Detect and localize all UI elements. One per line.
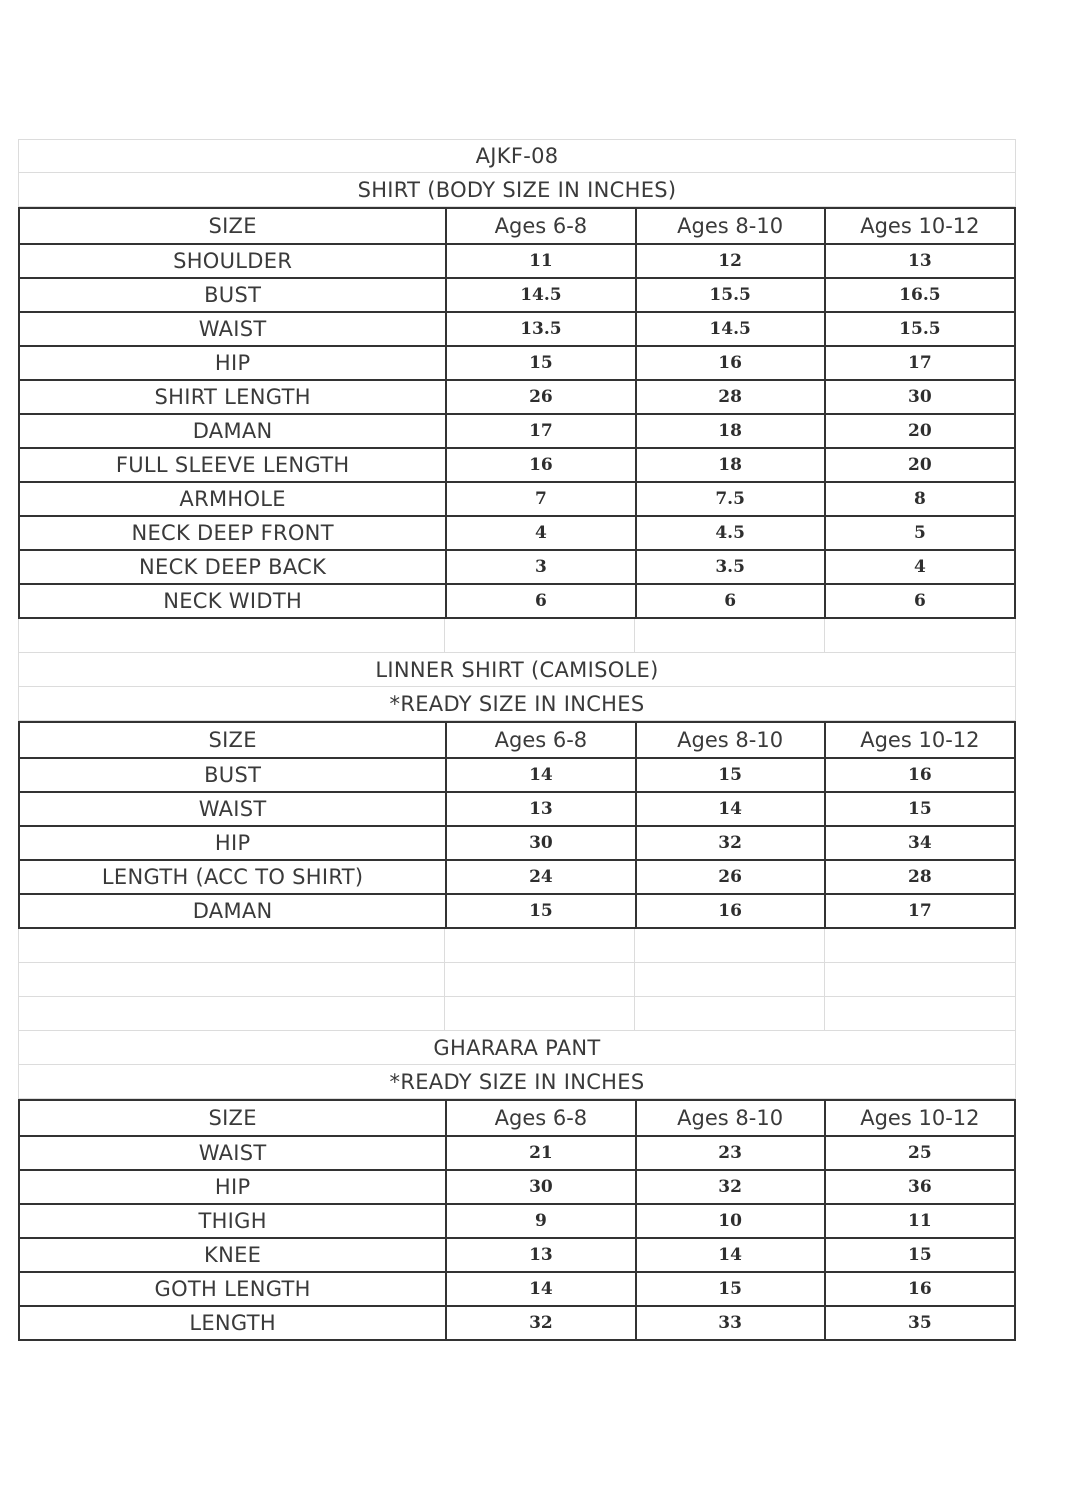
measurement-label: HIP [214,351,251,375]
blank-row [18,929,1016,963]
age-column-header: Ages 6-8 [445,1101,634,1135]
age-column-header: Ages 10-12 [824,723,1014,757]
age-column-header: Ages 6-8 [445,209,634,243]
measurement-value: 9 [445,1205,634,1237]
measurement-value: 16.5 [824,279,1014,311]
measurement-value: 34 [824,827,1014,859]
measurement-label: HIP [214,831,251,855]
table-header-row [20,209,1014,243]
measurement-value: 15.5 [635,279,824,311]
measurement-value: 3.5 [635,551,824,583]
measurement-value: 4 [445,517,634,549]
table-row [20,1305,1014,1339]
measurement-value: 17 [824,347,1014,379]
measurement-value: 6 [445,585,634,617]
table-row [20,515,1014,549]
table-row [20,1169,1014,1203]
table-row [20,447,1014,481]
measurement-value: 15.5 [824,313,1014,345]
age-column-header: Ages 6-8 [445,723,634,757]
measurement-label: SHOULDER [173,249,293,273]
measurement-value: 25 [824,1137,1014,1169]
measurement-value: 14 [635,793,824,825]
table-header-row [20,723,1014,757]
size-column-header: SIZE [208,214,257,238]
inner-shirt-title: LINNER SHIRT (CAMISOLE) [18,653,1016,687]
measurement-label: NECK WIDTH [163,589,303,613]
gharara-title: GHARARA PANT [18,1031,1016,1065]
age-column-header: Ages 10-12 [824,1101,1014,1135]
table-row [20,549,1014,583]
table-row [20,243,1014,277]
measurement-value: 16 [635,347,824,379]
inner-shirt-subtitle: *READY SIZE IN INCHES [18,687,1016,721]
table-row [20,345,1014,379]
measurement-value: 17 [445,415,634,447]
measurement-value: 14.5 [635,313,824,345]
measurement-value: 12 [635,245,824,277]
measurement-value: 10 [635,1205,824,1237]
measurement-value: 28 [635,381,824,413]
measurement-label: KNEE [204,1243,262,1267]
table-header-row [20,1101,1014,1135]
table-row [20,757,1014,791]
measurement-value: 4.5 [635,517,824,549]
table-row [20,859,1014,893]
measurement-label: LENGTH [189,1311,276,1335]
age-column-header: Ages 8-10 [635,723,824,757]
inner-shirt-size-table [18,721,1016,929]
measurement-value: 15 [635,759,824,791]
measurement-value: 15 [635,1273,824,1305]
measurement-value: 30 [445,827,634,859]
measurement-value: 24 [445,861,634,893]
measurement-value: 33 [635,1307,824,1339]
measurement-value: 14 [635,1239,824,1271]
measurement-value: 32 [635,827,824,859]
measurement-label: SHIRT LENGTH [154,385,311,409]
table-row [20,1237,1014,1271]
table-row [20,311,1014,345]
measurement-value: 11 [445,245,634,277]
measurement-value: 17 [824,895,1014,927]
measurement-value: 4 [824,551,1014,583]
measurement-value: 15 [445,347,634,379]
measurement-value: 20 [824,449,1014,481]
measurement-label: DAMAN [192,419,273,443]
measurement-value: 3 [445,551,634,583]
shirt-size-table [18,207,1016,619]
measurement-label: DAMAN [192,899,273,923]
shirt-title: SHIRT (BODY SIZE IN INCHES) [18,173,1016,207]
measurement-label: GOTH LENGTH [154,1277,311,1301]
measurement-value: 14.5 [445,279,634,311]
table-row [20,1271,1014,1305]
size-column-header: SIZE [208,728,257,752]
measurement-value: 30 [445,1171,634,1203]
measurement-value: 16 [635,895,824,927]
age-column-header: Ages 8-10 [635,209,824,243]
inner-shirt-title-row [18,653,1016,687]
size-chart-sheet [18,139,1016,1341]
gharara-size-table [18,1099,1016,1341]
gharara-subtitle-row [18,1065,1016,1099]
table-row [20,583,1014,617]
measurement-value: 16 [445,449,634,481]
measurement-value: 35 [824,1307,1014,1339]
measurement-value: 15 [824,1239,1014,1271]
measurement-label: WAIST [198,1141,267,1165]
product-code-row [18,139,1016,173]
table-row [20,379,1014,413]
measurement-value: 7.5 [635,483,824,515]
measurement-value: 20 [824,415,1014,447]
measurement-value: 30 [824,381,1014,413]
table-row [20,791,1014,825]
measurement-value: 15 [824,793,1014,825]
measurement-label: BUST [204,283,262,307]
shirt-title-row [18,173,1016,207]
measurement-label: THIGH [198,1209,267,1233]
measurement-label: WAIST [198,797,267,821]
age-column-header: Ages 10-12 [824,209,1014,243]
blank-row [18,963,1016,997]
measurement-value: 23 [635,1137,824,1169]
age-column-header: Ages 8-10 [635,1101,824,1135]
measurement-value: 6 [824,585,1014,617]
measurement-label: HIP [214,1175,251,1199]
gharara-subtitle: *READY SIZE IN INCHES [18,1065,1016,1099]
measurement-value: 6 [635,585,824,617]
measurement-label: ARMHOLE [179,487,286,511]
table-row [20,893,1014,927]
measurement-value: 13.5 [445,313,634,345]
measurement-value: 5 [824,517,1014,549]
measurement-value: 14 [445,759,634,791]
measurement-value: 18 [635,415,824,447]
measurement-label: LENGTH (ACC TO SHIRT) [101,865,364,889]
blank-row [18,619,1016,653]
measurement-value: 11 [824,1205,1014,1237]
measurement-value: 8 [824,483,1014,515]
measurement-value: 28 [824,861,1014,893]
table-row [20,1135,1014,1169]
table-row [20,481,1014,515]
table-row [20,825,1014,859]
measurement-value: 16 [824,1273,1014,1305]
measurement-value: 18 [635,449,824,481]
inner-shirt-subtitle-row [18,687,1016,721]
table-row [20,277,1014,311]
measurement-value: 36 [824,1171,1014,1203]
measurement-value: 7 [445,483,634,515]
measurement-value: 26 [445,381,634,413]
measurement-label: NECK DEEP BACK [139,555,327,579]
measurement-label: BUST [204,763,262,787]
measurement-value: 15 [445,895,634,927]
measurement-value: 26 [635,861,824,893]
measurement-value: 16 [824,759,1014,791]
table-row [20,1203,1014,1237]
measurement-value: 13 [445,1239,634,1271]
measurement-value: 13 [824,245,1014,277]
measurement-label: NECK DEEP FRONT [131,521,334,545]
blank-row [18,997,1016,1031]
measurement-value: 32 [445,1307,634,1339]
measurement-value: 13 [445,793,634,825]
measurement-label: WAIST [198,317,267,341]
measurement-label: FULL SLEEVE LENGTH [115,453,350,477]
measurement-value: 14 [445,1273,634,1305]
product-code: AJKF-08 [18,139,1016,173]
gharara-title-row [18,1031,1016,1065]
measurement-value: 21 [445,1137,634,1169]
size-column-header: SIZE [208,1106,257,1130]
measurement-value: 32 [635,1171,824,1203]
table-row [20,413,1014,447]
